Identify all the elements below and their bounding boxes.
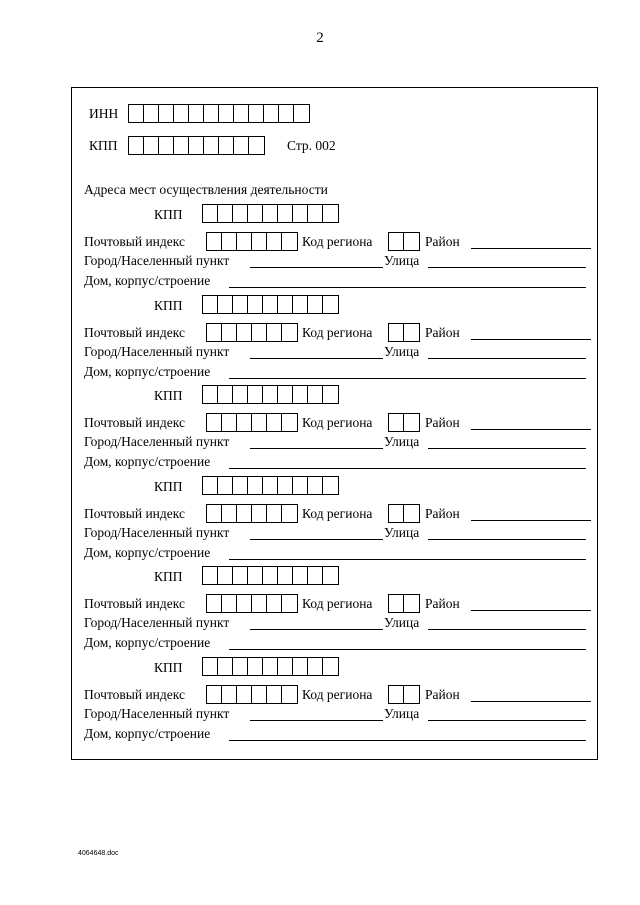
cell[interactable] — [282, 505, 297, 522]
cell[interactable] — [404, 233, 419, 250]
footer-filename: 4064648.doc — [78, 850, 119, 857]
district-label: Район — [425, 506, 460, 521]
cell[interactable] — [308, 567, 323, 584]
postal-index-field[interactable] — [206, 323, 298, 342]
postal-index-field[interactable] — [206, 413, 298, 432]
cell[interactable] — [389, 686, 404, 703]
cell[interactable] — [293, 205, 308, 222]
cell[interactable] — [389, 505, 404, 522]
cell[interactable] — [233, 567, 248, 584]
street-label: Улица — [384, 706, 420, 721]
street-field[interactable] — [428, 539, 586, 540]
cell[interactable] — [248, 205, 263, 222]
cell[interactable] — [252, 233, 267, 250]
cell[interactable] — [129, 105, 144, 122]
cell[interactable] — [203, 658, 218, 675]
cell[interactable] — [222, 233, 237, 250]
cell[interactable] — [222, 505, 237, 522]
region-code-field[interactable] — [388, 413, 420, 432]
cell[interactable] — [252, 686, 267, 703]
region-code-label: Код региона — [302, 506, 373, 521]
cell[interactable] — [233, 477, 248, 494]
cell[interactable] — [219, 105, 234, 122]
cell[interactable] — [252, 324, 267, 341]
district-label: Район — [425, 325, 460, 340]
region-code-label: Код региона — [302, 687, 373, 702]
cell[interactable] — [282, 595, 297, 612]
street-label: Улица — [384, 615, 420, 630]
cell[interactable] — [267, 233, 282, 250]
house-field[interactable] — [229, 287, 586, 288]
street-field[interactable] — [428, 448, 586, 449]
inn-label: ИНН — [89, 106, 119, 121]
cell[interactable] — [252, 595, 267, 612]
cell[interactable] — [278, 205, 293, 222]
region-code-field[interactable] — [388, 594, 420, 613]
cell[interactable] — [207, 686, 222, 703]
street-label: Улица — [384, 253, 420, 268]
district-field[interactable] — [471, 701, 591, 702]
cell[interactable] — [207, 233, 222, 250]
house-field[interactable] — [229, 649, 586, 650]
section-title: Адреса мест осуществления деятельности — [84, 182, 328, 197]
cell[interactable] — [218, 567, 233, 584]
cell[interactable] — [263, 296, 278, 313]
cell[interactable] — [293, 567, 308, 584]
region-code-field[interactable] — [388, 323, 420, 342]
house-label: Дом, корпус/строение — [84, 364, 211, 379]
cell[interactable] — [237, 233, 252, 250]
cell[interactable] — [234, 105, 249, 122]
cell[interactable] — [204, 137, 219, 154]
block-kpp-field[interactable] — [202, 476, 339, 495]
cell[interactable] — [189, 105, 204, 122]
region-code-label: Код региона — [302, 596, 373, 611]
cell[interactable] — [282, 233, 297, 250]
cell[interactable] — [278, 567, 293, 584]
city-label: Город/Населенный пункт — [84, 525, 230, 540]
house-label: Дом, корпус/строение — [84, 545, 211, 560]
block-kpp-field[interactable] — [202, 385, 339, 404]
district-label: Район — [425, 234, 460, 249]
cell[interactable] — [278, 296, 293, 313]
cell[interactable] — [248, 296, 263, 313]
house-label: Дом, корпус/строение — [84, 273, 211, 288]
cell[interactable] — [323, 296, 338, 313]
cell[interactable] — [189, 137, 204, 154]
block-kpp-field[interactable] — [202, 657, 339, 676]
cell[interactable] — [263, 386, 278, 403]
cell[interactable] — [279, 105, 294, 122]
postal-index-label: Почтовый индекс — [84, 506, 185, 521]
cell[interactable] — [323, 658, 338, 675]
cell[interactable] — [323, 477, 338, 494]
cell[interactable] — [389, 595, 404, 612]
street-field[interactable] — [428, 267, 586, 268]
kpp-field[interactable] — [128, 136, 265, 155]
street-field[interactable] — [428, 629, 586, 630]
block-kpp-field[interactable] — [202, 204, 339, 223]
cell[interactable] — [234, 137, 249, 154]
house-field[interactable] — [229, 559, 586, 560]
block-kpp-label: КПП — [154, 479, 183, 494]
cell[interactable] — [267, 414, 282, 431]
city-label: Город/Населенный пункт — [84, 706, 230, 721]
cell[interactable] — [278, 658, 293, 675]
cell[interactable] — [207, 595, 222, 612]
street-label: Улица — [384, 434, 420, 449]
cell[interactable] — [293, 477, 308, 494]
cell[interactable] — [263, 205, 278, 222]
district-field[interactable] — [471, 248, 591, 249]
block-kpp-label: КПП — [154, 298, 183, 313]
cell[interactable] — [323, 205, 338, 222]
street-label: Улица — [384, 525, 420, 540]
cell[interactable] — [282, 414, 297, 431]
cell[interactable] — [218, 205, 233, 222]
postal-index-label: Почтовый индекс — [84, 596, 185, 611]
cell[interactable] — [203, 386, 218, 403]
cell[interactable] — [159, 105, 174, 122]
block-kpp-label: КПП — [154, 388, 183, 403]
house-field[interactable] — [229, 378, 586, 379]
cell[interactable] — [294, 105, 309, 122]
cell[interactable] — [218, 658, 233, 675]
cell[interactable] — [233, 658, 248, 675]
cell[interactable] — [237, 686, 252, 703]
district-field[interactable] — [471, 339, 591, 340]
cell[interactable] — [282, 324, 297, 341]
house-label: Дом, корпус/строение — [84, 635, 211, 650]
cell[interactable] — [282, 686, 297, 703]
cell[interactable] — [278, 477, 293, 494]
postal-index-label: Почтовый индекс — [84, 415, 185, 430]
cell[interactable] — [404, 324, 419, 341]
cell[interactable] — [204, 105, 219, 122]
city-field[interactable] — [250, 448, 383, 449]
region-code-field[interactable] — [388, 685, 420, 704]
city-label: Город/Населенный пункт — [84, 344, 230, 359]
region-code-label: Код региона — [302, 325, 373, 340]
cell[interactable] — [404, 505, 419, 522]
district-field[interactable] — [471, 429, 591, 430]
city-field[interactable] — [250, 267, 383, 268]
kpp-label: КПП — [89, 138, 118, 153]
cell[interactable] — [389, 324, 404, 341]
postal-index-field[interactable] — [206, 504, 298, 523]
cell[interactable] — [278, 386, 293, 403]
postal-index-field[interactable] — [206, 594, 298, 613]
page-number: 2 — [316, 30, 324, 46]
cell[interactable] — [293, 386, 308, 403]
block-kpp-label: КПП — [154, 207, 183, 222]
street-label: Улица — [384, 344, 420, 359]
house-label: Дом, корпус/строение — [84, 454, 211, 469]
postal-index-label: Почтовый индекс — [84, 687, 185, 702]
cell[interactable] — [248, 567, 263, 584]
district-label: Район — [425, 415, 460, 430]
city-field[interactable] — [250, 539, 383, 540]
block-kpp-label: КПП — [154, 660, 183, 675]
cell[interactable] — [267, 324, 282, 341]
block-kpp-field[interactable] — [202, 566, 339, 585]
cell[interactable] — [237, 324, 252, 341]
block-kpp-field[interactable] — [202, 295, 339, 314]
cell[interactable] — [267, 686, 282, 703]
postal-index-label: Почтовый индекс — [84, 234, 185, 249]
cell[interactable] — [207, 505, 222, 522]
cell[interactable] — [233, 386, 248, 403]
cell[interactable] — [237, 414, 252, 431]
cell[interactable] — [129, 137, 144, 154]
cell[interactable] — [252, 505, 267, 522]
region-code-label: Код региона — [302, 234, 373, 249]
region-code-label: Код региона — [302, 415, 373, 430]
postal-index-field[interactable] — [206, 685, 298, 704]
cell[interactable] — [323, 567, 338, 584]
cell[interactable] — [249, 105, 264, 122]
cell[interactable] — [308, 477, 323, 494]
district-label: Район — [425, 596, 460, 611]
cell[interactable] — [237, 595, 252, 612]
cell[interactable] — [263, 658, 278, 675]
postal-index-label: Почтовый индекс — [84, 325, 185, 340]
cell[interactable] — [389, 414, 404, 431]
cell[interactable] — [233, 296, 248, 313]
cell[interactable] — [263, 477, 278, 494]
cell[interactable] — [144, 105, 159, 122]
district-label: Район — [425, 687, 460, 702]
city-field[interactable] — [250, 629, 383, 630]
region-code-field[interactable] — [388, 232, 420, 251]
cell[interactable] — [248, 658, 263, 675]
cell[interactable] — [248, 477, 263, 494]
cell[interactable] — [219, 137, 234, 154]
city-field[interactable] — [250, 720, 383, 721]
city-label: Город/Населенный пункт — [84, 615, 230, 630]
cell[interactable] — [323, 386, 338, 403]
inn-field[interactable] — [128, 104, 310, 123]
cell[interactable] — [233, 205, 248, 222]
house-label: Дом, корпус/строение — [84, 726, 211, 741]
cell[interactable] — [174, 137, 189, 154]
house-field[interactable] — [229, 468, 586, 469]
cell[interactable] — [144, 137, 159, 154]
cell[interactable] — [404, 595, 419, 612]
city-label: Город/Населенный пункт — [84, 434, 230, 449]
cell[interactable] — [248, 386, 263, 403]
cell[interactable] — [203, 477, 218, 494]
cell[interactable] — [222, 686, 237, 703]
cell[interactable] — [249, 137, 264, 154]
cell[interactable] — [308, 296, 323, 313]
cell[interactable] — [218, 296, 233, 313]
city-label: Город/Населенный пункт — [84, 253, 230, 268]
block-kpp-label: КПП — [154, 569, 183, 584]
cell[interactable] — [308, 386, 323, 403]
cell[interactable] — [264, 105, 279, 122]
cell[interactable] — [237, 505, 252, 522]
cell[interactable] — [207, 414, 222, 431]
cell[interactable] — [404, 414, 419, 431]
cell[interactable] — [159, 137, 174, 154]
cell[interactable] — [218, 477, 233, 494]
cell[interactable] — [203, 567, 218, 584]
cell[interactable] — [308, 205, 323, 222]
cell[interactable] — [267, 595, 282, 612]
city-field[interactable] — [250, 358, 383, 359]
cell[interactable] — [263, 567, 278, 584]
cell[interactable] — [308, 658, 323, 675]
cell[interactable] — [207, 324, 222, 341]
cell[interactable] — [174, 105, 189, 122]
cell[interactable] — [293, 658, 308, 675]
cell[interactable] — [293, 296, 308, 313]
cell[interactable] — [404, 686, 419, 703]
district-field[interactable] — [471, 520, 591, 521]
cell[interactable] — [222, 595, 237, 612]
cell[interactable] — [203, 205, 218, 222]
cell[interactable] — [389, 233, 404, 250]
cell[interactable] — [267, 505, 282, 522]
cell[interactable] — [222, 414, 237, 431]
cell[interactable] — [222, 324, 237, 341]
cell[interactable] — [203, 296, 218, 313]
region-code-field[interactable] — [388, 504, 420, 523]
cell[interactable] — [218, 386, 233, 403]
street-field[interactable] — [428, 358, 586, 359]
cell[interactable] — [252, 414, 267, 431]
district-field[interactable] — [471, 610, 591, 611]
postal-index-field[interactable] — [206, 232, 298, 251]
street-field[interactable] — [428, 720, 586, 721]
page-label: Стр. 002 — [287, 138, 336, 153]
house-field[interactable] — [229, 740, 586, 741]
